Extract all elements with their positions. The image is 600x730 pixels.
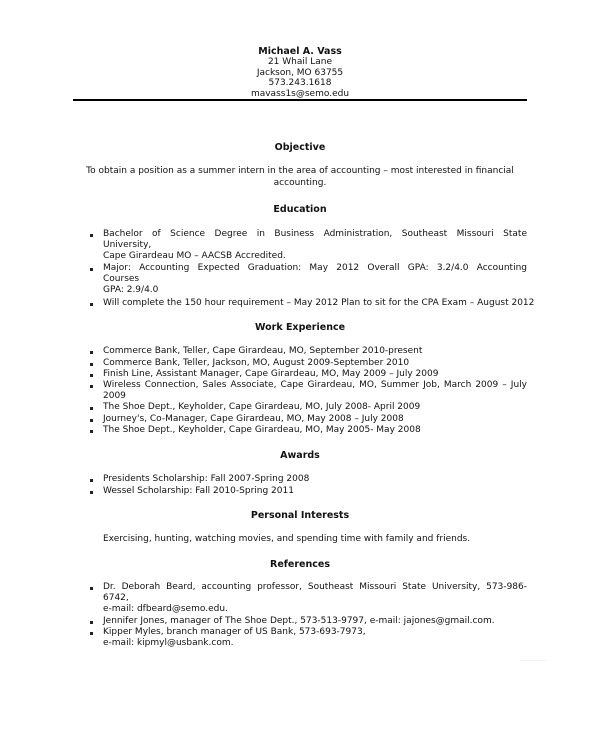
bullet-icon — [90, 621, 93, 624]
list-item-cont: 6742, — [103, 593, 129, 603]
bullet-icon — [90, 491, 93, 494]
list-item-cont: Courses — [103, 274, 140, 284]
list-item: Major: Accounting Expected Graduation: May 2012 Overall GPA: 3.2/4.0 Accounting — [103, 263, 527, 273]
list-item-cont: Cape Girardeau MO – AACSB Accredited. — [103, 251, 286, 261]
interests-text: Exercising, hunting, watching movies, and spending time with family and friends. — [103, 534, 471, 544]
bullet-icon — [90, 303, 93, 306]
list-item: Finish Line, Assistant Manager, Cape Girardeau, MO, May 2009 – July 2009 — [103, 369, 439, 379]
awards-heading: Awards — [280, 450, 320, 461]
bullet-icon — [90, 587, 93, 590]
references-heading: References — [270, 559, 330, 570]
bullet-icon — [90, 419, 93, 422]
list-item: Will complete the 150 hour requirement – May 2012 Plan to sit for the CPA Exam – August 2012 — [103, 298, 535, 308]
list-item: The Shoe Dept., Keyholder, Cape Girardeau, MO, July 2008- April 2009 — [103, 402, 421, 412]
list-item: Wireless Connection, Sales Associate, Cape Girardeau, MO, Summer Job, March 2009 – July — [103, 380, 527, 390]
phone: 573.243.1618 — [268, 78, 332, 88]
candidate-name: Michael A. Vass — [258, 46, 342, 57]
list-item-cont: e-mail: kipmyl@usbank.com. — [103, 638, 234, 648]
education-heading: Education — [273, 204, 327, 215]
list-item-cont: 2009 — [103, 391, 126, 401]
bullet-icon — [90, 479, 93, 482]
list-item-cont: e-mail: dfbeard@semo.edu. — [103, 604, 228, 614]
bullet-icon — [90, 234, 93, 237]
list-item: The Shoe Dept., Keyholder, Cape Girardeau, MO, May 2005- May 2008 — [103, 425, 421, 435]
bullet-icon — [90, 385, 93, 388]
bullet-icon — [90, 407, 93, 410]
list-item-cont: University, — [103, 240, 152, 250]
list-item-cont: GPA: 2.9/4.0 — [103, 285, 159, 295]
email: mavass1s@semo.edu — [250, 89, 350, 99]
list-item: Bachelor of Science Degree in Business Administration, Southeast Missouri State — [103, 229, 527, 239]
bullet-icon — [90, 351, 93, 354]
list-item: Wessel Scholarship: Fall 2010-Spring 2011 — [103, 486, 294, 496]
objective-heading: Objective — [274, 142, 326, 153]
bullet-icon — [90, 632, 93, 635]
list-item: Jennifer Jones, manager of The Shoe Dept., 573-513-9797, e-mail: jajones@gmail.com. — [103, 616, 495, 626]
list-item: Kipper Myles, branch manager of US Bank, 573-693-7973, — [103, 627, 366, 637]
list-item: Presidents Scholarship: Fall 2007-Spring 2008 — [103, 474, 310, 484]
bullet-icon — [90, 268, 93, 271]
bullet-icon — [90, 430, 93, 433]
bullet-icon — [90, 374, 93, 377]
bullet-icon — [90, 363, 93, 366]
work-heading: Work Experience — [254, 322, 346, 333]
header-divider — [73, 99, 527, 101]
city: Jackson, MO 63755 — [256, 68, 344, 78]
interests-heading: Personal Interests — [250, 510, 350, 521]
list-item: Journey's, Co-Manager, Cape Girardeau, MO, May 2008 – July 2008 — [103, 414, 404, 424]
list-item: Commerce Bank, Teller, Cape Girardeau, MO, September 2010-present — [103, 346, 423, 356]
list-item: Commerce Bank, Teller, Jackson, MO, August 2009-September 2010 — [103, 358, 410, 368]
objective-text-line: accounting. — [273, 178, 327, 188]
address: 21 Whail Lane — [267, 57, 333, 67]
objective-text-line: To obtain a position as a summer intern in the area of accounting – most interested in financial — [86, 166, 514, 176]
list-item: Dr. Deborah Beard, accounting professor, Southeast Missouri State University, 573-986- — [103, 582, 527, 592]
page-edge — [520, 660, 546, 661]
